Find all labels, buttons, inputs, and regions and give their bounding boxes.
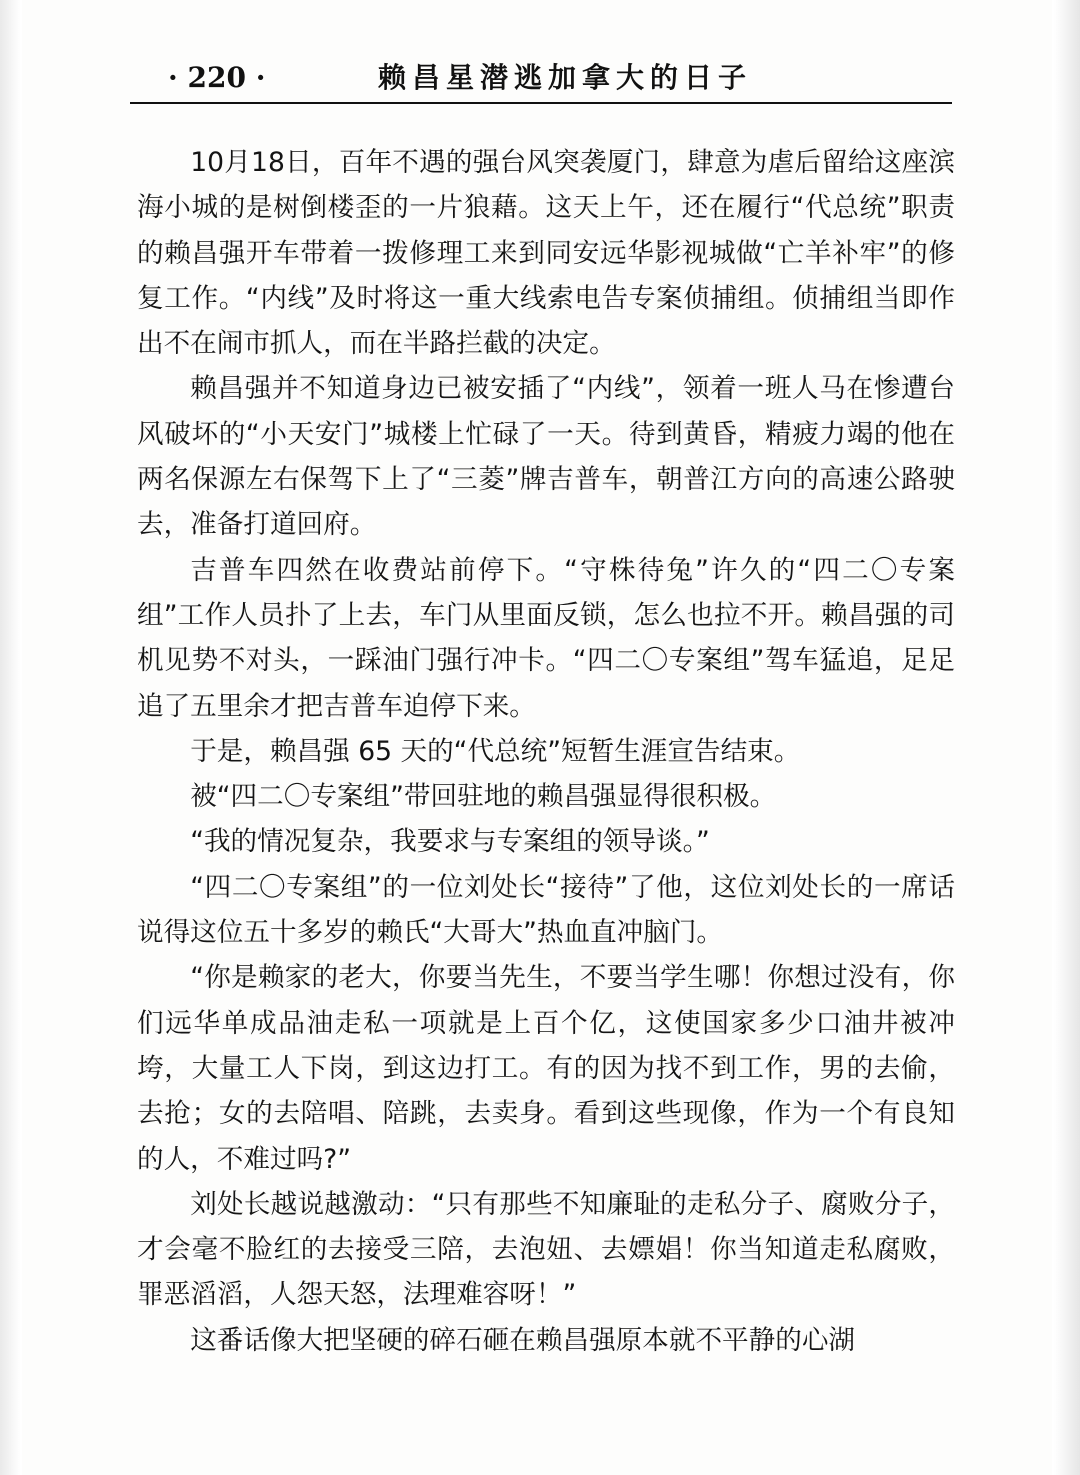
paragraph: 赖昌强并不知道身边已被安插了“内线”，领着一班人马在惨遭台风破坏的“小天安门”城楼上忙碌了一天。待到黄昏，精疲力竭的他在两名保源左右保驾下上了“三菱”牌吉普车，朝普江方向的高速公路驶去，准备打道回府。 [137,373,955,541]
paragraph: “你是赖家的老大，你要当先生，不要当学生哪！你想过没有，你们远华单成品油走私一项就是上百个亿，这使国家多少口油井被冲垮，大量工人下岗，到这边打工。有的因为找不到工作，男的去偷，去抢；女的去陪唱、陪跳，去卖身。看到这些现像，作为一个有良知的人，不难过吗?” [137,962,955,1175]
running-title: 赖昌星潜逃加拿大的日子 [378,61,753,94]
page-header [130,58,952,102]
header-rule [130,102,952,104]
paragraph: 刘处长越说越激动：“只有那些不知廉耻的走私分子、腐败分子，才会毫不脸红的去接受三陪，去泡妞、去嫖娼！你当知道走私腐败，罪恶滔滔，人怨天怒，法理难容呀！” [137,1188,955,1311]
paragraph: 吉普车四然在收费站前停下。“守株待兔”许久的“四二〇专案组”工作人员扑了上去，车门从里面反锁，怎么也拉不开。赖昌强的司机见势不对头，一踩油门强行冲卡。“四二〇专案组”驾车猛追，足足追了五里余才把吉普车迫停下来。 [137,554,955,722]
right-page-edge [1054,0,1080,1475]
page-number: · 220 · [168,61,266,94]
paragraph: 10月18日，百年不遇的强台风突袭厦门，肆意为虐后留给这座滨海小城的是树倒楼歪的一片狼藉。这天上午，还在履行“代总统”职责的赖昌强开车带着一拨修理工来到同安远华影视城做“亡羊补牢”的修复工作。“内线”及时将这一重大线索电告专案侦捕组。侦捕组当即作出不在闹市抓人，而在半路拦截的决定。 [137,147,955,360]
paragraph: 这番话像大把坚硬的碎石砸在赖昌强原本就不平静的心湖 [190,1324,856,1356]
book-page [22,0,1052,1475]
left-page-edge [0,0,20,1475]
paragraph: “我的情况复杂，我要求与专案组的领导谈。” [190,826,710,858]
paragraph: 于是，赖昌强 65 天的“代总统”短暂生涯宣告结束。 [190,735,801,767]
paragraph: “四二〇专案组”的一位刘处长“接待”了他，这位刘处长的一席话说得这位五十多岁的赖氏“大哥大”热血直冲脑门。 [137,871,955,949]
body-text [137,140,955,1363]
paragraph: 被“四二〇专案组”带回驻地的赖昌强显得很积极。 [190,781,777,813]
